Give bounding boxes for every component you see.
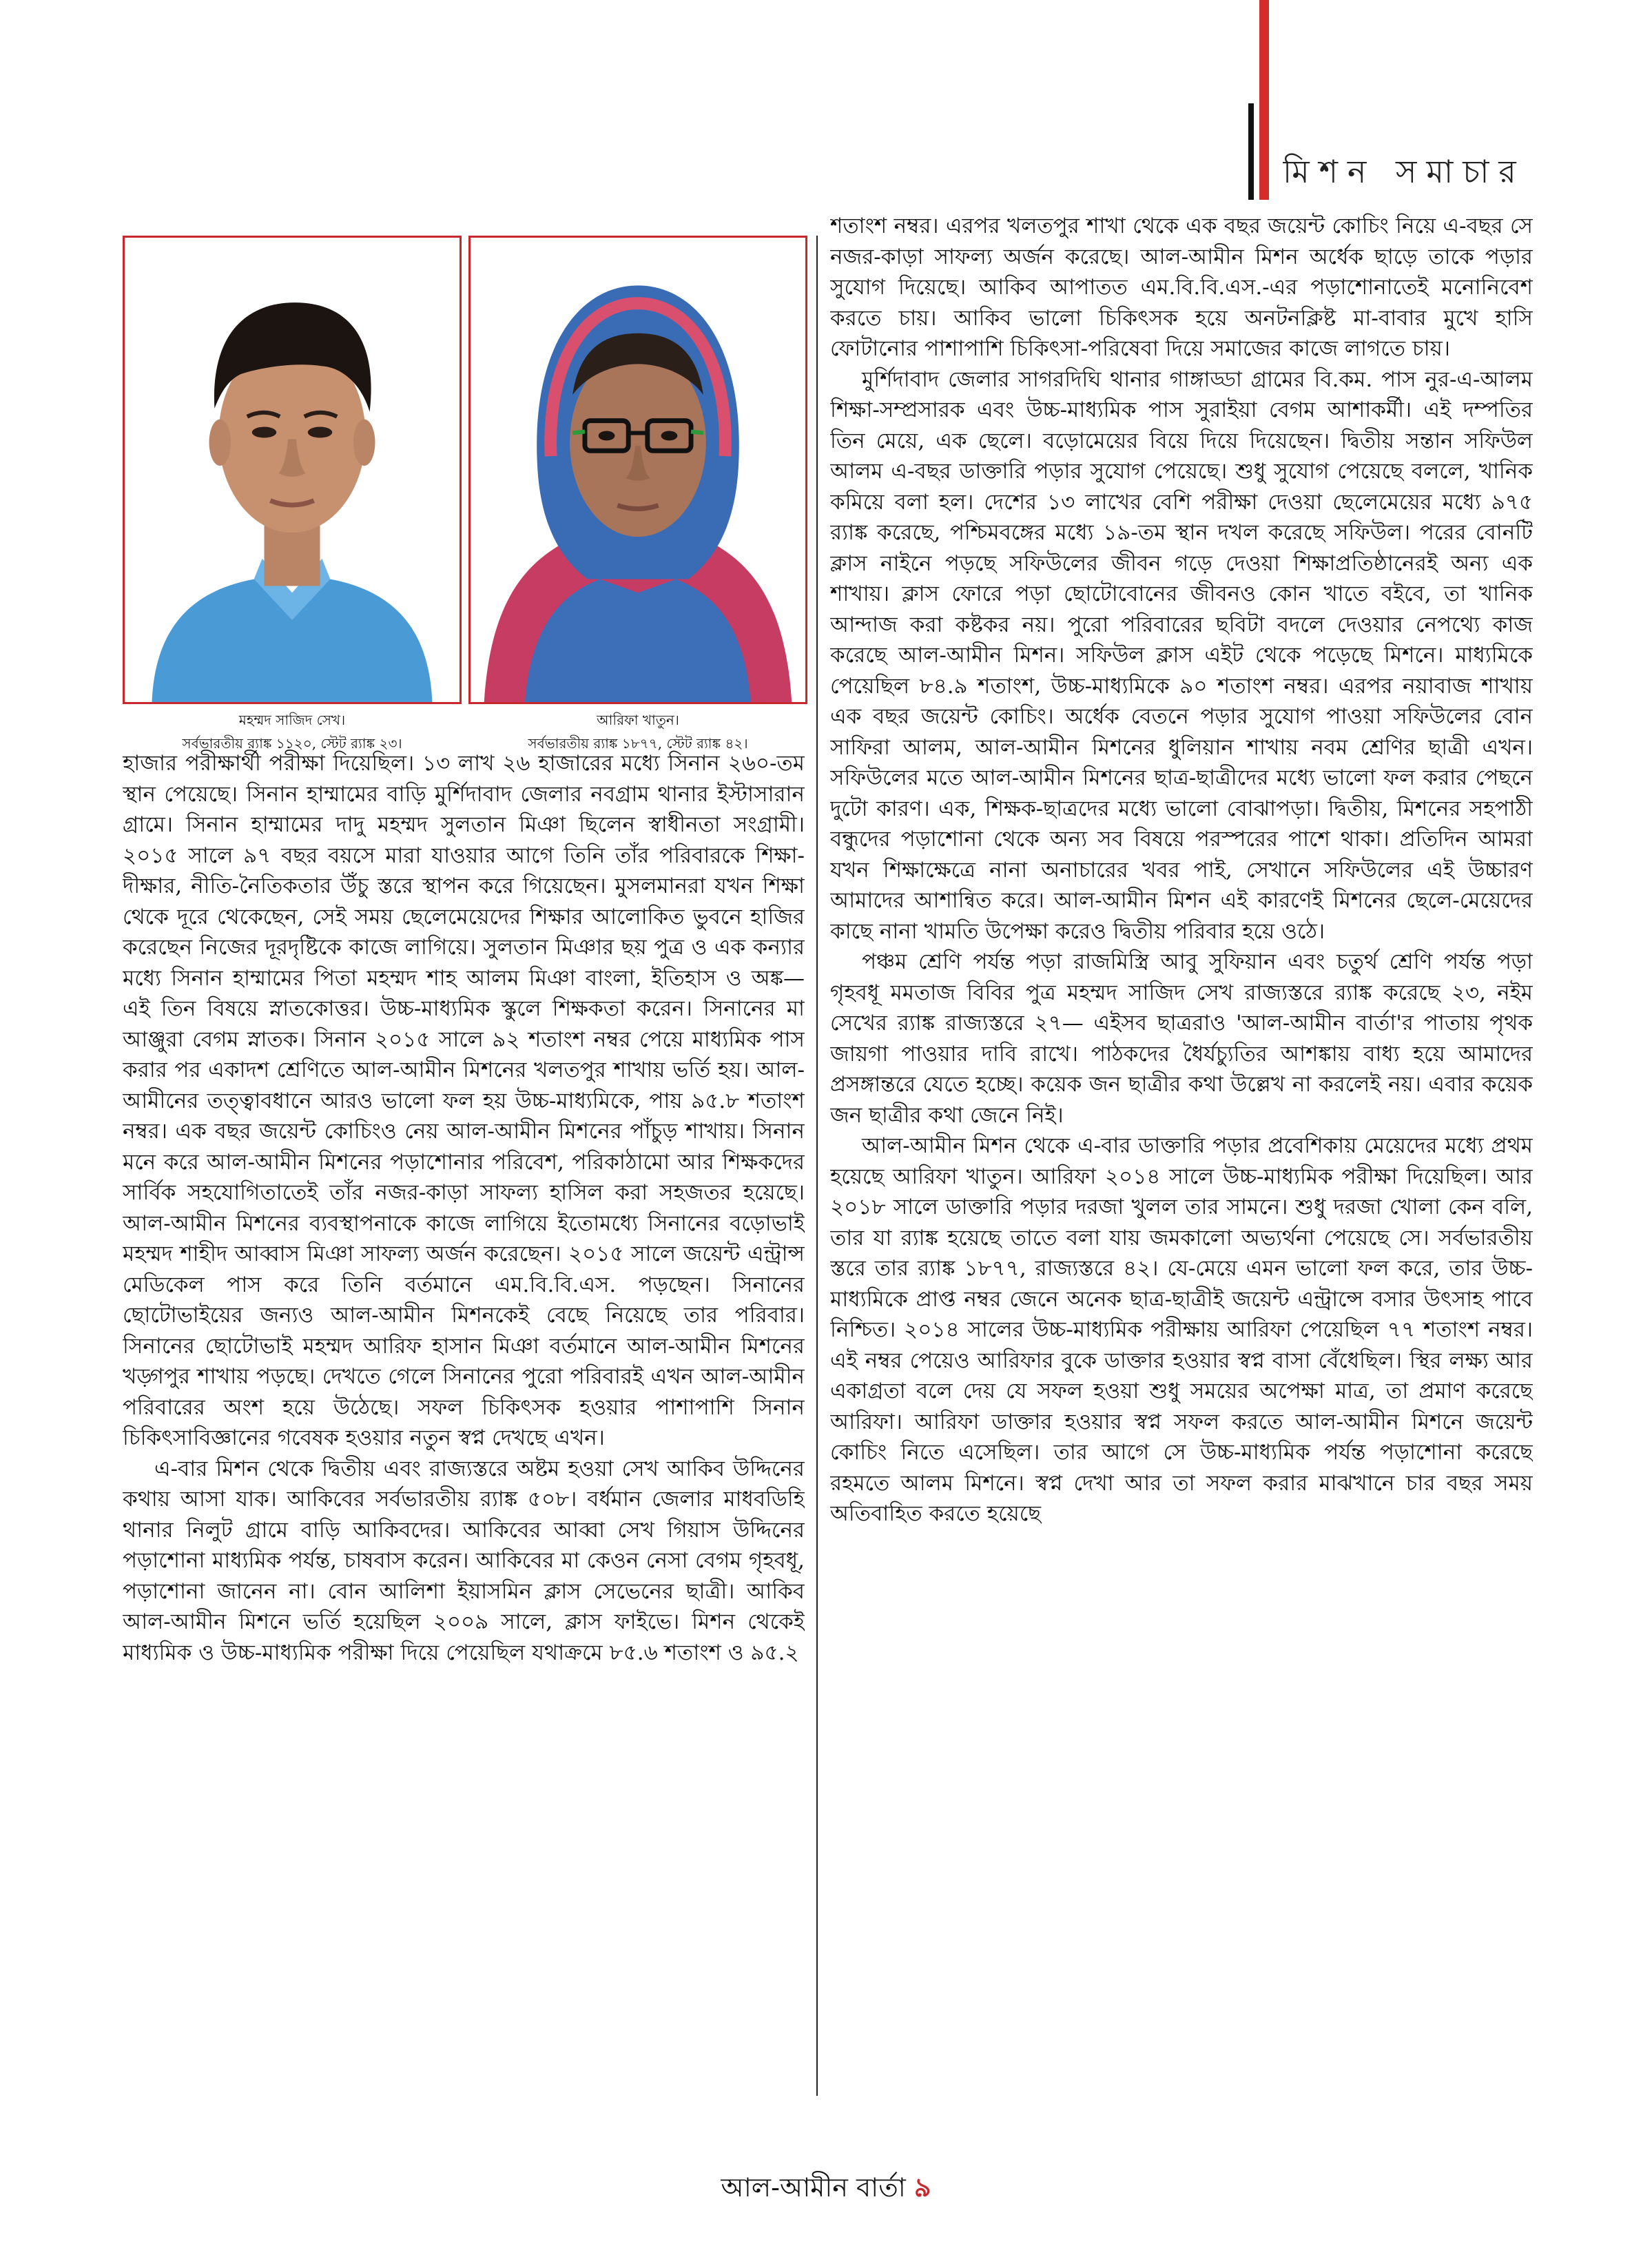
- portrait-man-image: [125, 238, 460, 702]
- article-paragraph: এ-বার মিশন থেকে দ্বিতীয় এবং রাজ্যস্তরে অষ্টম হওয়া সেখ আকিব উদ্দিনের কথায় আসা যাক। আকিবের সর্বভারতীয় র‍্যাঙ্ক ৫০৮। বর্ধমান জেলার মাধবডিহি থানার নিলুট গ্রামে বাড়ি আকিবদের। আকিবের আব্বা সেখ গিয়াস উদ্দিনের পড়াশোনা মাধ্যমিক পর্যন্ত, চাষবাস করেন। আকিবের মা কেওন নেসা বেগম গৃহবধূ, পড়াশোনা জানেন না। বোন আলিশা ইয়াসমিন ক্লাস সেভেনের ছাত্রী। আকিব আল-আমীন মিশনে ভর্তি হয়েছিল ২০০৯ সালে, ক্লাস ফাইভে। মিশন থেকেই মাধ্যমিক ও উচ্চ-মাধ্যমিক পরীক্ষা দিয়ে পেয়েছিল যথাক্রমে ৮৫.৬ শতাংশ ও ৯৫.২: [123, 1456, 805, 1665]
- page-number: ৯: [913, 2172, 931, 2203]
- photo-arifa-khatun: [468, 236, 807, 704]
- magazine-name: আল-আমীন বার্তা: [721, 2172, 906, 2203]
- caption-rank: সর্বভারতীয় র‍্যাঙ্ক ১৮৭৭, স্টেট র‍্যাঙ্ক ৪২।: [528, 735, 748, 752]
- article-paragraph: হাজার পরীক্ষার্থী পরীক্ষা দিয়েছিল। ১৩ লাখ ২৬ হাজারের মধ্যে সিনান ২৬০-তম স্থান পেয়েছে। সিনান হাম্মামের বাড়ি মুর্শিদাবাদ জেলার নবগ্রাম থানার ইস্টাসারান গ্রামে। সিনান হাম্মামের দাদু মহম্মদ সুলতান মিঞা ছিলেন স্বাধীনতা সংগ্রামী। ২০১৫ সালে ৯৭ বছর বয়সে মারা যাওয়ার আগে তিনি তাঁর পরিবারকে শিক্ষা-দীক্ষার, নীতি-নৈতিকতার উঁচু স্তরে স্থাপন করে গিয়েছেন। মুসলমানরা যখন শিক্ষা থেকে দূরে থেকেছেন, সেই সময় ছেলেমেয়েদের শিক্ষার আলোকিত ভুবনে হাজির করেছেন নিজের দূরদৃষ্টিকে কাজে লাগিয়ে। সুলতান মিঞার ছয় পুত্র ও এক কন্যার মধ্যে সিনান হাম্মামের পিতা মহম্মদ শাহ আলম মিঞা বাংলা, ইতিহাস ও অঙ্ক— এই তিন বিষয়ে স্নাতকোত্তর। উচ্চ-মাধ্যমিক স্কুলে শিক্ষকতা করেন। সিনানের মা আঞ্জুরা বেগম স্নাতক। সিনান ২০১৫ সালে ৯২ শতাংশ নম্বর পেয়ে মাধ্যমিক পাস করার পর একাদশ শ্রেণিতে আল-আমীন মিশনের খলতপুর শাখায় ভর্তি হয়। আল-আমীনের তত্ত্বাবধানে আরও ভালো ফল হয় উচ্চ-মাধ্যমিকে, পায় ৯৫.৮ শতাংশ নম্বর। এক বছর জয়েন্ট কোচিংও নেয় আল-আমীন মিশনের পাঁচুড় শাখায়। সিনান মনে করে আল-আমীন মিশনের পড়াশোনার পরিবেশ, পরিকাঠামো আর শিক্ষকদের সার্বিক সহযোগিতাতেই তাঁর নজর-কাড়া সাফল্য হাসিল করা সহজতর হয়েছে। আল-আমীন মিশনের ব্যবস্থাপনাকে কাজে লাগিয়ে ইতোমধ্যে সিনানের বড়োভাই মহম্মদ শাহীদ আব্বাস মিঞা সাফল্য অর্জন করেছেন। ২০১৫ সালে জয়েন্ট এন্ট্রান্স মেডিকেল পাস করে তিনি বর্তমানে এম.বি.বি.এস. পড়ছেন। সিনানের ছোটোভাইয়ের জন্যও আল-আমীন মিশনকেই বেছে নিয়েছে তার পরিবার। সিনানের ছোটোভাই মহম্মদ আরিফ হাসান মিঞা বর্তমানে আল-আমীন মিশনের খড়্গপুর শাখায় পড়ছে। দেখতে গেলে সিনানের পুরো পরিবারই এখন আল-আমীন পরিবারের অংশ হয়ে উঠেছে। সফল চিকিৎসক হওয়ার পাশাপাশি সিনান চিকিৎসাবিজ্ঞানের গবেষক হওয়ার নতুন স্বপ্ন দেখছে এখন।: [123, 751, 805, 1450]
- article-paragraph: মুর্শিদাবাদ জেলার সাগরদিঘি থানার গাঙ্গাড্ডা গ্রামের বি.কম. পাস নুর-এ-আলম শিক্ষা-সম্প্রসারক এবং উচ্চ-মাধ্যমিক পাস সুরাইয়া বেগম আশাকর্মী। এই দম্পতির তিন মেয়ে, এক ছেলে। বড়োমেয়ের বিয়ে দিয়ে দিয়েছেন। দ্বিতীয় সন্তান সফিউল আলম এ-বছর ডাক্তারি পড়ার সুযোগ পেয়েছে। শুধু সুযোগ পেয়েছে বললে, খানিক কমিয়ে বলা হল। দেশের ১৩ লাখের বেশি পরীক্ষা দেওয়া ছেলেমেয়ের মধ্যে ৯৭৫ র‍্যাঙ্ক করেছে, পশ্চিমবঙ্গের মধ্যে ১৯-তম স্থান দখল করেছে সফিউল। পরের বোনটি ক্লাস নাইনে পড়ছে সফিউলের জীবন গড়ে দেওয়া শিক্ষাপ্রতিষ্ঠানেরই অন্য এক শাখায়। ক্লাস ফোরে পড়া ছোটোবোনের জীবনও কোন খাতে বইবে, তা খানিক আন্দাজ করা কষ্টকর নয়। পুরো পরিবারের ছবিটা বদলে দেওয়ার নেপথ্যে কাজ করেছে আল-আমীন মিশন। সফিউল ক্লাস এইট থেকে পড়েছে মিশনে। মাধ্যমিকে পেয়েছিল ৮৪.৯ শতাংশ, উচ্চ-মাধ্যমিকে ৯০ শতাংশ নম্বর। এরপর নয়াবাজ শাখায় এক বছর জয়েন্ট কোচিং। অর্ধেক বেতনে পড়ার সুযোগ পাওয়া সফিউলের বোন সাফিরা আলম, আল-আমীন মিশনের ধুলিয়ান শাখায় নবম শ্রেণির ছাত্রী এখন। সফিউলের মতে আল-আমীন মিশনের ছাত্র-ছাত্রীদের মধ্যে ভালো ফল করার পেছনে দুটো কারণ। এক, শিক্ষক-ছাত্রদের মধ্যে ভালো বোঝাপড়া। দ্বিতীয়, মিশনের সহপাঠী বন্ধুদের পড়াশোনা থেকে অন্য সব বিষয়ে পরস্পরের পাশে থাকা। প্রতিদিন আমরা যখন শিক্ষাক্ষেত্রে নানা অনাচারের খবর পাই, সেখানে সফিউলের এই উচ্চারণ আমাদের আশান্বিত করে। আল-আমীন মিশন এই কারণেই মিশনের ছেলে-মেয়েদের কাছে নানা খামতি উপেক্ষা করেও দ্বিতীয় পরিবার হয়ে ওঠে।: [830, 367, 1533, 944]
- article-paragraph: আল-আমীন মিশন থেকে এ-বার ডাক্তারি পড়ার প্রবেশিকায় মেয়েদের মধ্যে প্রথম হয়েছে আরিফা খাতুন। আরিফা ২০১৪ সালে উচ্চ-মাধ্যমিক পরীক্ষা দিয়েছিল। আর ২০১৮ সালে ডাক্তারি পড়ার দরজা খুলল তার সামনে। শুধু দরজা খোলা কেন বলি, তার যা র‍্যাঙ্ক হয়েছে তাতে বলা যায় জমকালো অভ্যর্থনা পেয়েছে সে। সর্বভারতীয় স্তরে তার র‍্যাঙ্ক ১৮৭৭, রাজ্যস্তরে ৪২। যে-মেয়ে এমন ভালো ফল করে, তার উচ্চ-মাধ্যমিকে প্রাপ্ত নম্বর জেনে অনেক ছাত্র-ছাত্রীই জয়েন্ট এন্ট্রান্সে বসার উৎসাহ পাবে নিশ্চিত। ২০১৪ সালের উচ্চ-মাধ্যমিক পরীক্ষায় আরিফা পেয়েছিল ৭৭ শতাংশ নম্বর। এই নম্বর পেয়েও আরিফার বুকে ডাক্তার হওয়ার স্বপ্ন বাসা বেঁধেছিল। স্থির লক্ষ্য আর একাগ্রতা বলে দেয় যে সফল হওয়া শুধু সময়ের অপেক্ষা মাত্র, তা প্রমাণ করেছে আরিফা। আরিফা ডাক্তার হওয়ার স্বপ্ন সফল করতে আল-আমীন মিশনে জয়েন্ট কোচিং নিতে এসেছিল। তার আগে সে উচ্চ-মাধ্যমিক পর্যন্ত পড়াশোনা করেছে রহমতে আলম মিশনে। স্বপ্ন দেখা আর তা সফল করার মাঝখানে চার বছর সময় অতিবাহিত করতে হয়েছে: [830, 1133, 1533, 1526]
- header-black-bar: [1248, 103, 1254, 200]
- article-paragraph: পঞ্চম শ্রেণি পর্যন্ত পড়া রাজমিস্ত্রি আবু সুফিয়ান এবং চতুর্থ শ্রেণি পর্যন্ত পড়া গৃহবধূ মমতাজ বিবির পুত্র মহম্মদ সাজিদ সেখ রাজ্যস্তরে র‍্যাঙ্ক করেছে ২৩, নইম সেখের র‍্যাঙ্ক রাজ্যস্তরে ২৭— এইসব ছাত্ররাও 'আল-আমীন বার্তা'র পাতায় পৃথক জায়গা পাওয়ার দাবি রাখে। পাঠকদের ধৈর্যচ্যুতির আশঙ্কায় বাধ্য হয়ে আমাদের প্রসঙ্গান্তরে যেতে হচ্ছে। কয়েক জন ছাত্রীর কথা উল্লেখ না করলেই নয়। এবার কয়েক জন ছাত্রীর কথা জেনে নিই।: [830, 949, 1533, 1128]
- section-title: মিশন সমাচার: [1283, 153, 1526, 189]
- column-divider: [816, 236, 818, 2096]
- header-red-bar: [1259, 0, 1269, 200]
- caption-name: আরিফা খাতুন।: [597, 712, 679, 728]
- caption-name: মহম্মদ সাজিদ সেখ।: [238, 712, 346, 728]
- article-right-column: [830, 211, 1533, 2112]
- page-footer: [0, 2167, 1652, 2212]
- caption-rank: সর্বভারতীয় র‍্যাঙ্ক ১১২০, স্টেট র‍্যাঙ্ক ২৩।: [182, 735, 402, 752]
- article-left-column: [123, 748, 805, 2112]
- portrait-woman-image: [471, 238, 805, 702]
- photo-sajid-sekh: [123, 236, 462, 704]
- article-paragraph: শতাংশ নম্বর। এরপর খলতপুর শাখা থেকে এক বছর জয়েন্ট কোচিং নিয়ে এ-বছর সে নজর-কাড়া সাফল্য অর্জন করেছে। আল-আমীন মিশন অর্ধেক ছাড়ে তাকে পড়ার সুযোগ দিয়েছে। আকিব আপাতত এম.বি.বি.এস.-এর পড়াশোনাতেই মনোনিবেশ করতে চায়। আকিব ভালো চিকিৎসক হয়ে অনটনক্লিষ্ট মা-বাবার মুখে হাসি ফোটানোর পাশাপাশি চিকিৎসা-পরিষেবা দিয়ে সমাজের কাজে লাগতে চায়।: [830, 214, 1533, 361]
